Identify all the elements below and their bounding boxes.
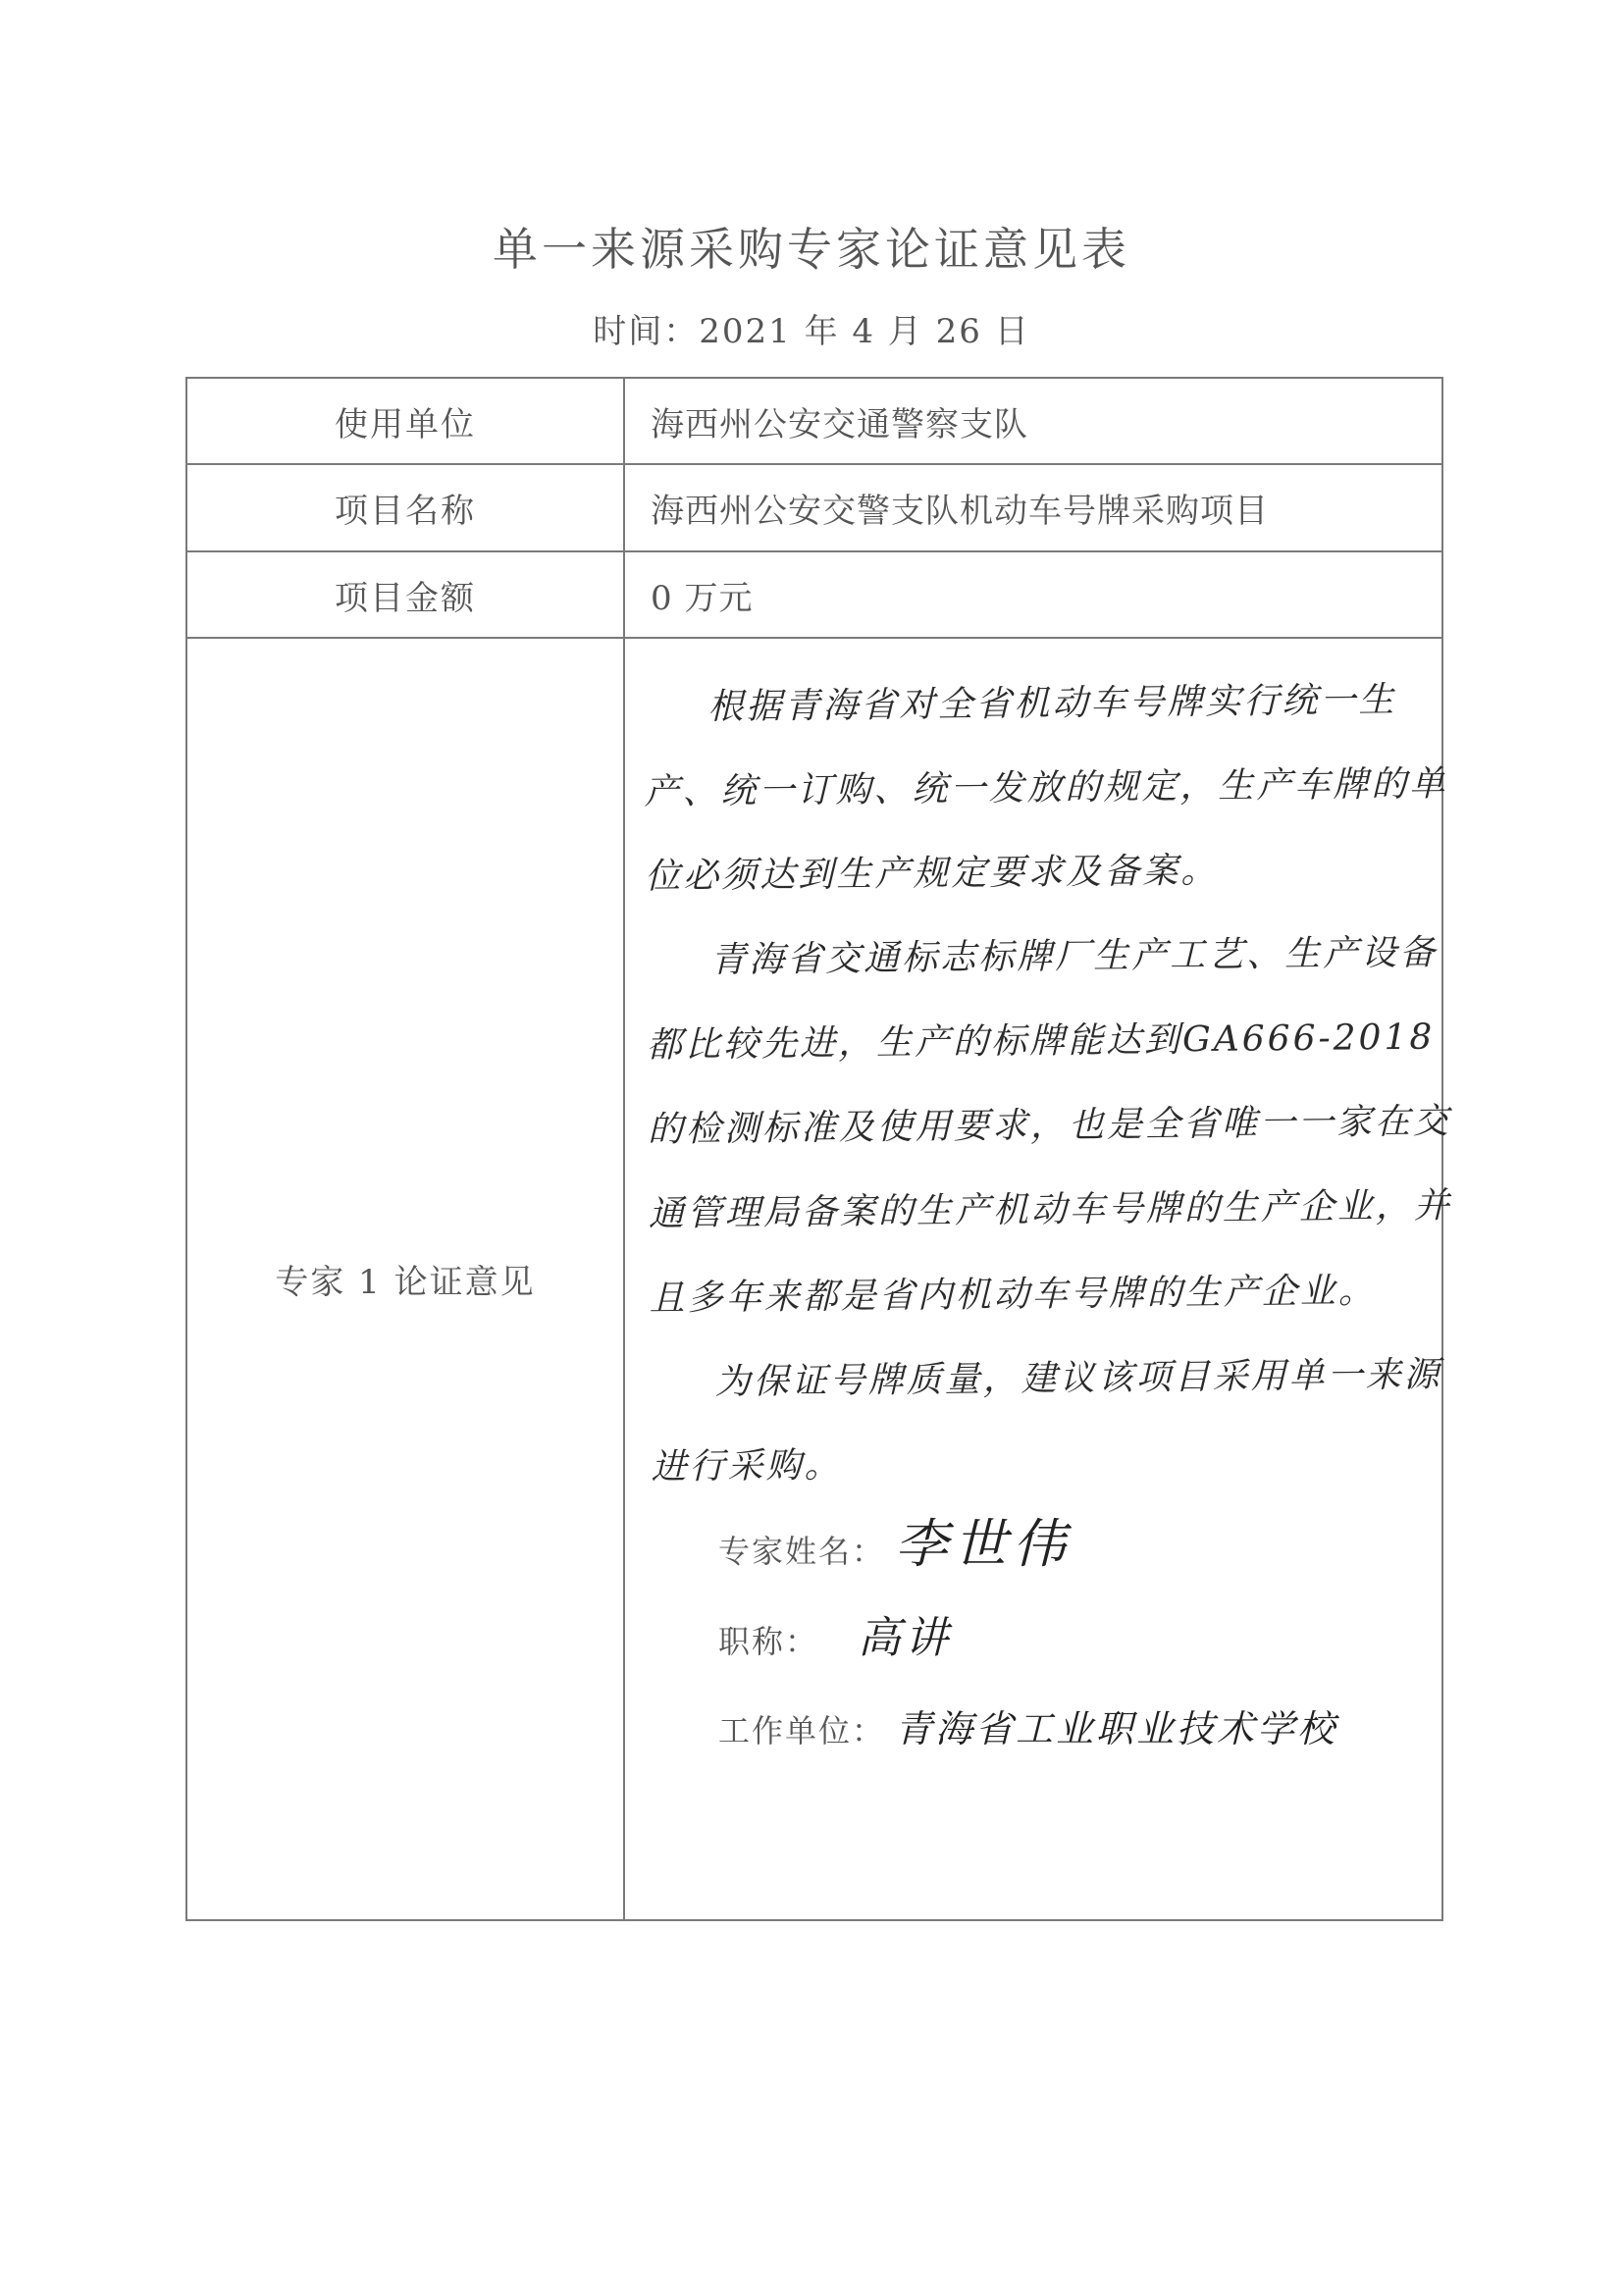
table-row-project-name	[187, 465, 1441, 552]
project-amount-value: 0 万元	[651, 578, 754, 618]
expert-name-line	[718, 1502, 1072, 1578]
expert-opinion-label: 专家 1 论证意见	[187, 639, 625, 1919]
expert-workplace-line	[718, 1698, 1337, 1752]
project-amount-label: 项目金额	[187, 552, 625, 637]
project-name-value: 海西州公安交警支队机动车号牌采购项目	[651, 492, 1269, 531]
user-unit-label: 使用单位	[187, 379, 625, 463]
expert-opinion-table	[185, 377, 1453, 1921]
expert-title-label: 职称：	[718, 1623, 819, 1660]
expert-workplace-value: 青海省工业职业技术学校	[895, 1707, 1338, 1750]
form-date: 时间：2021 年 4 月 26 日	[593, 312, 1030, 351]
user-unit-value: 海西州公安交通警察支队	[651, 404, 1028, 444]
handwritten-opinion	[643, 657, 1466, 1510]
opinion-paragraph: 青海省交通标志标牌厂生产工艺、生产设备都比较先进，生产的标牌能达到GA666-2018的检测标准及使用要求，也是全省唯一一家在交通管理局备案的生产机动车号牌的生产企业，并且多年来都是省内机动车号牌的生产企业。	[646, 932, 1453, 1319]
opinion-paragraph: 根据青海省对全省机动车号牌实行统一生产、统一订购、统一发放的规定，生产车牌的单位必须达到生产规定要求及备案。	[644, 679, 1448, 897]
opinion-paragraph: 为保证号牌质量，建议该项目采用单一来源进行采购。	[651, 1354, 1442, 1487]
expert-title-value: 高讲	[858, 1613, 953, 1663]
table-row-expert-opinion	[187, 639, 1453, 1919]
expert-workplace-label: 工作单位：	[718, 1712, 886, 1749]
page-title: 单一来源采购专家论证意见表	[493, 223, 1130, 276]
expert-opinion-area	[625, 639, 1453, 1919]
table-row-user-unit	[187, 379, 1441, 465]
expert-signature: 李世伟	[895, 1513, 1073, 1575]
project-name-label: 项目名称	[187, 465, 625, 550]
expert-title-line	[718, 1602, 952, 1665]
expert-name-label: 专家姓名：	[718, 1533, 886, 1570]
table-row-project-amount	[187, 552, 1441, 639]
